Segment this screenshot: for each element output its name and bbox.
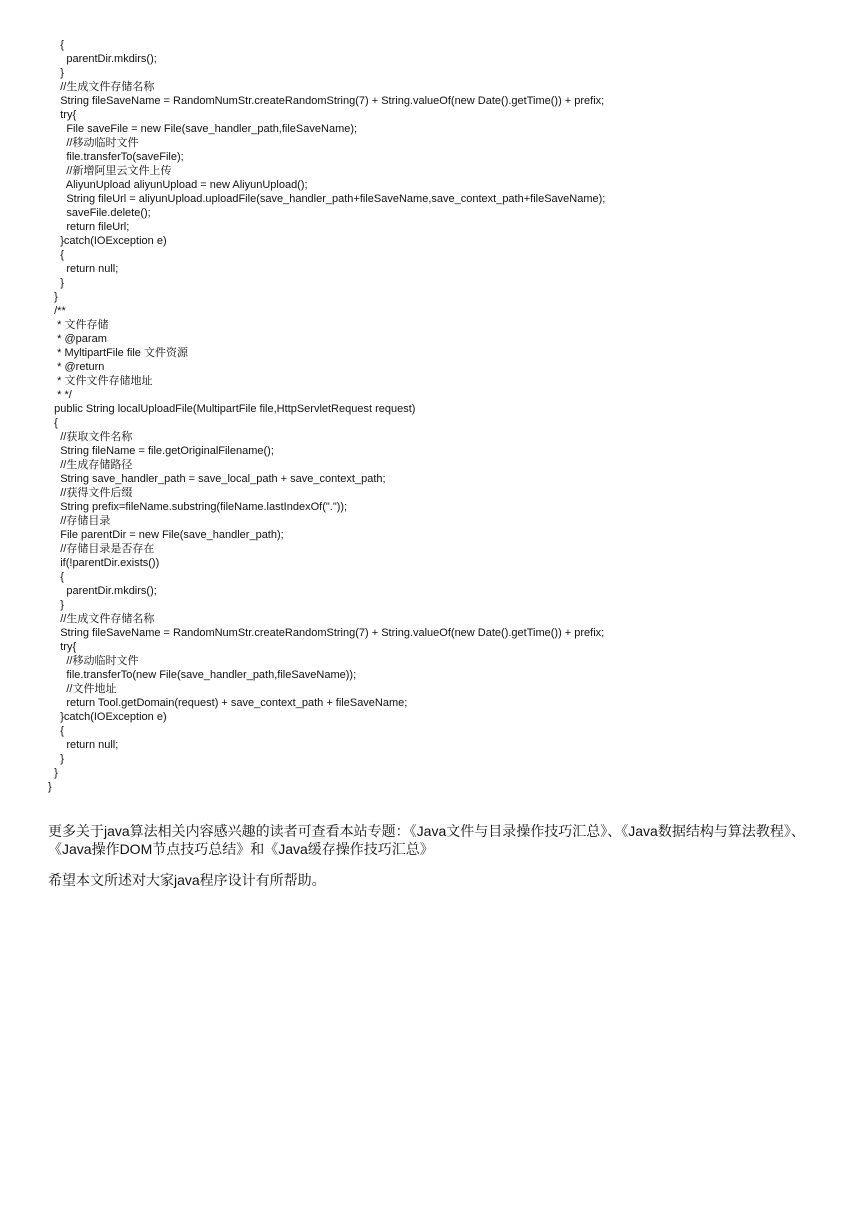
code-line: //获得文件后缀 (48, 487, 133, 499)
code-line: }catch(IOException e) (48, 235, 167, 247)
code-line: }catch(IOException e) (48, 711, 167, 723)
code-line: //新增阿里云文件上传 (48, 165, 172, 177)
code-line: parentDir.mkdirs(); (48, 585, 157, 597)
code-line: //移动临时文件 (48, 137, 139, 149)
code-line: return fileUrl; (48, 221, 130, 233)
code-line: } (48, 781, 52, 793)
code-line: } (48, 67, 64, 79)
closing-paragraph: 希望本文所述对大家java程序设计有所帮助。 (48, 872, 326, 888)
code-line: * @param (48, 333, 107, 345)
code-line: { (48, 417, 58, 429)
code-line: String save_handler_path = save_local_path + save_context_path; (48, 473, 386, 485)
code-line: String fileSaveName = RandomNumStr.createRandomString(7) + String.valueOf(new Date().getTime()) + prefix; (48, 627, 605, 639)
code-line: String fileUrl = aliyunUpload.uploadFile(save_handler_path+fileSaveName,save_context_path+fileSaveName); (48, 193, 606, 205)
code-line: { (48, 39, 64, 51)
code-line: //获取文件名称 (48, 431, 133, 443)
code-line: if(!parentDir.exists()) (48, 557, 160, 569)
code-line: } (48, 291, 58, 303)
code-line: * 文件存储 (48, 319, 109, 331)
code-line: //文件地址 (48, 683, 117, 695)
code-line: * 文件文件存储地址 (48, 375, 153, 387)
code-line: { (48, 249, 64, 261)
code-line: File saveFile = new File(save_handler_path,fileSaveName); (48, 123, 358, 135)
code-line: return null; (48, 739, 119, 751)
code-line: * @return (48, 361, 105, 373)
code-line: //存储目录 (48, 515, 111, 527)
code-line: String fileName = file.getOriginalFilename(); (48, 445, 274, 457)
code-line: AliyunUpload aliyunUpload = new AliyunUpload(); (48, 179, 308, 191)
code-block (48, 38, 848, 794)
code-line: file.transferTo(new File(save_handler_path,fileSaveName)); (48, 669, 357, 681)
code-line: } (48, 599, 64, 611)
code-line: * */ (48, 389, 72, 401)
code-line: { (48, 571, 64, 583)
code-line: //生成文件存储名称 (48, 613, 155, 625)
code-line: try{ (48, 641, 77, 653)
code-line: try{ (48, 109, 77, 121)
code-line: String prefix=fileName.substring(fileName.lastIndexOf(".")); (48, 501, 348, 513)
code-line: //存储目录是否存在 (48, 543, 155, 555)
code-line: //生成文件存储名称 (48, 81, 155, 93)
code-line: return null; (48, 263, 119, 275)
code-line: //移动临时文件 (48, 655, 139, 667)
code-line: return Tool.getDomain(request) + save_context_path + fileSaveName; (48, 697, 408, 709)
related-topics-paragraph: 更多关于java算法相关内容感兴趣的读者可查看本站专题：《Java文件与目录操作技巧汇总》、《Java数据结构与算法教程》、《Java操作DOM节点技巧总结》和《Java缓存操作技巧汇总》 (48, 823, 805, 857)
code-line: public String localUploadFile(MultipartFile file,HttpServletRequest request) (48, 403, 416, 415)
code-line: { (48, 725, 64, 737)
code-line: String fileSaveName = RandomNumStr.createRandomString(7) + String.valueOf(new Date().getTime()) + prefix; (48, 95, 605, 107)
code-line: saveFile.delete(); (48, 207, 151, 219)
code-line: file.transferTo(saveFile); (48, 151, 184, 163)
code-line: * MyltipartFile file 文件资源 (48, 347, 188, 359)
code-line: } (48, 277, 64, 289)
code-line: //生成存储路径 (48, 459, 133, 471)
code-line: File parentDir = new File(save_handler_path); (48, 529, 284, 541)
code-line: } (48, 767, 58, 779)
code-line: } (48, 753, 64, 765)
code-line: parentDir.mkdirs(); (48, 53, 157, 65)
code-line: /** (48, 305, 66, 317)
